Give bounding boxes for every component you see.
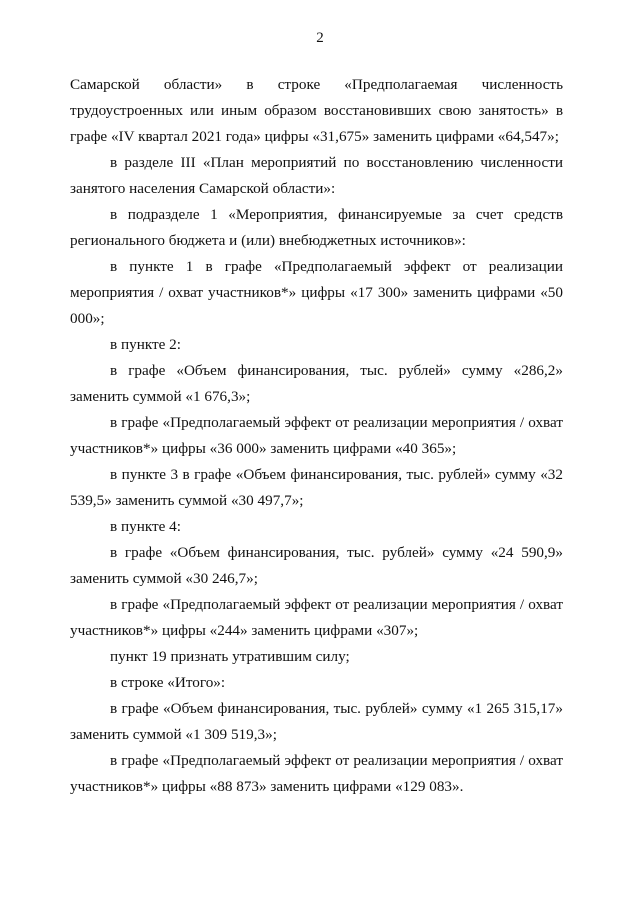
paragraph: в пункте 1 в графе «Предполагаемый эффект от реализации мероприятия / охват участников*» цифры «17 300» заменить цифрами «50 000»; [70,258,563,327]
paragraph: в графе «Предполагаемый эффект от реализации мероприятия / охват участников*» цифры «36 000» заменить цифрами «40 365»; [70,414,563,457]
paragraph: в графе «Объем финансирования, тыс. рублей» сумму «24 590,9» заменить суммой «30 246,7»; [70,544,563,587]
paragraph: в разделе III «План мероприятий по восстановлению численности занятого населения Самарской области»: [70,154,563,197]
paragraph: в подразделе 1 «Мероприятия, финансируемые за счет средств регионального бюджета и (или) внебюджетных источников»: [70,206,563,249]
paragraph: в графе «Предполагаемый эффект от реализации мероприятия / охват участников*» цифры «88 873» заменить цифрами «129 083». [70,752,563,795]
page-number: 2 [316,30,324,46]
paragraph: в строке «Итого»: [110,674,226,691]
paragraph: пункт 19 признать утратившим силу; [110,648,350,665]
paragraph: в пункте 3 в графе «Объем финансирования, тыс. рублей» сумму «32 539,5» заменить суммой «30 497,7»; [70,466,563,509]
document-body [70,72,563,800]
paragraph: Самарской области» в строке «Предполагаемая численность трудоустроенных или иным образом восстановивших свою занятость» в графе «IV квартал 2021 года» цифры «31,675» заменить цифрами «64,547»; [70,76,563,145]
paragraph: в графе «Объем финансирования, тыс. рублей» сумму «286,2» заменить суммой «1 676,3»; [70,362,563,405]
paragraph: в пункте 2: [110,336,181,353]
paragraph: в графе «Объем финансирования, тыс. рублей» сумму «1 265 315,17» заменить суммой «1 309 519,3»; [70,700,563,743]
paragraph: в графе «Предполагаемый эффект от реализации мероприятия / охват участников*» цифры «244» заменить цифрами «307»; [70,596,563,639]
paragraph: в пункте 4: [110,518,181,535]
